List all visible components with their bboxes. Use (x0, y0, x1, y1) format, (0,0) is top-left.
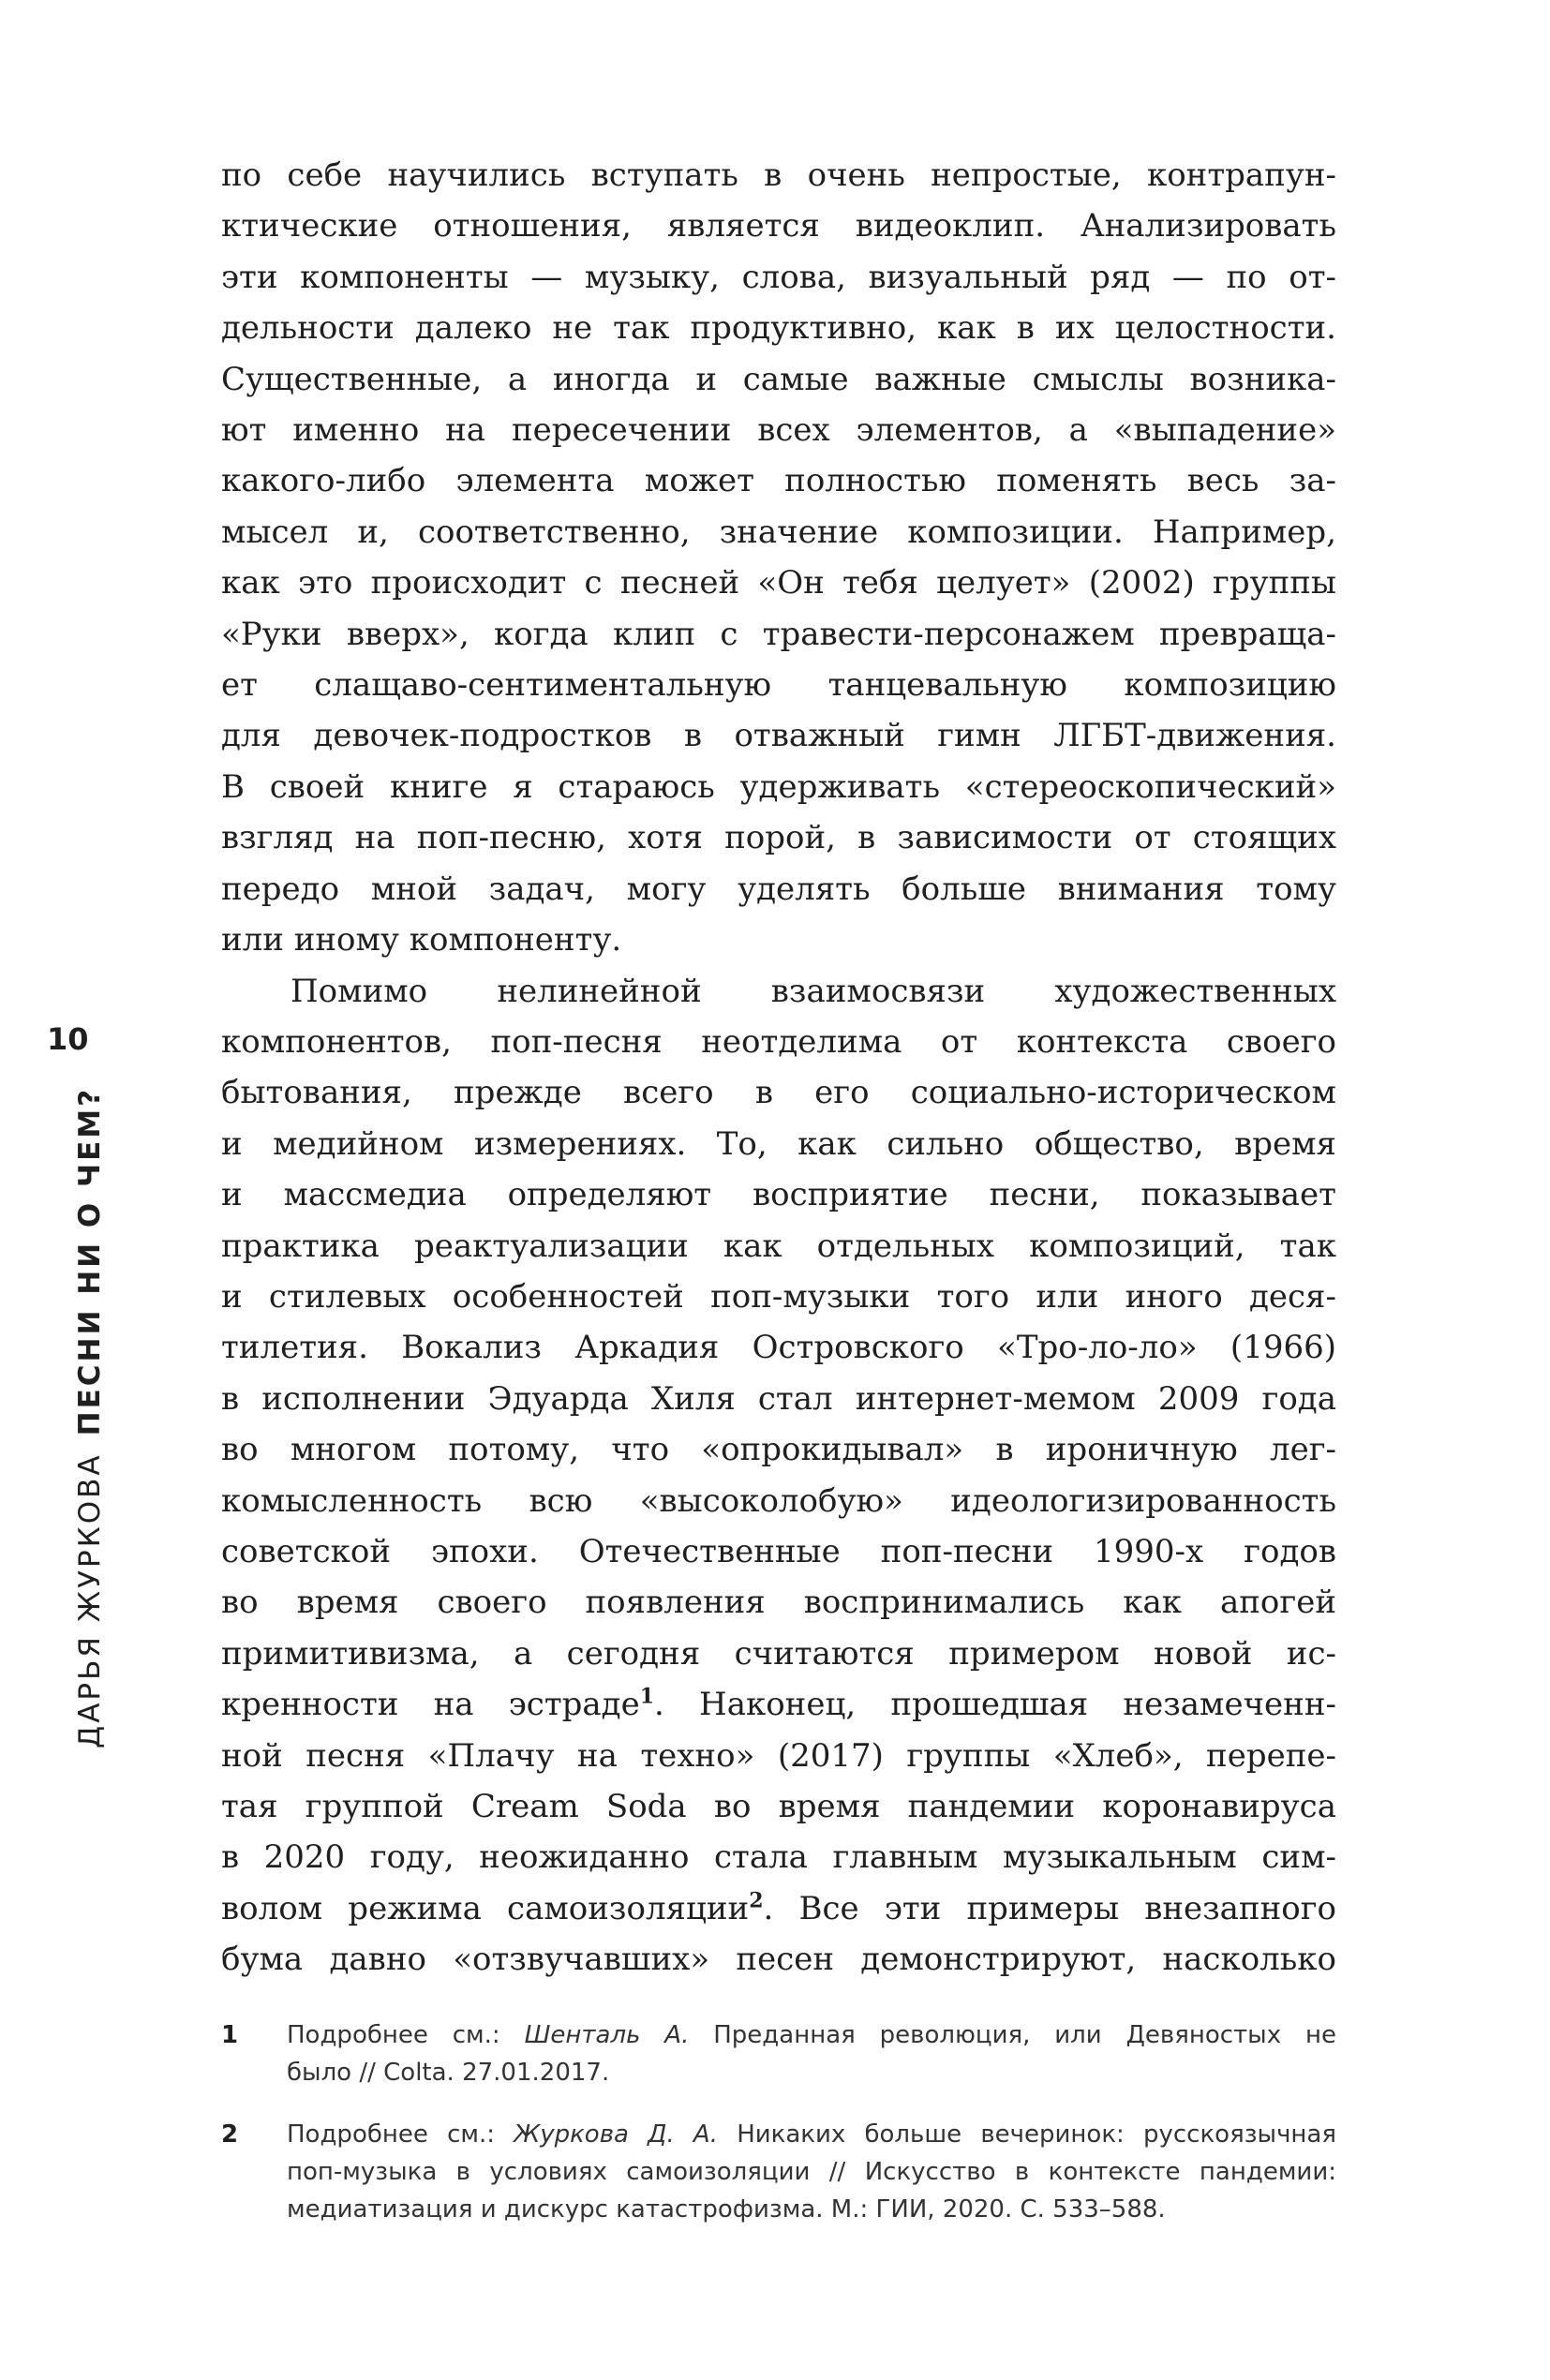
footnote-text: Никаких больше вечеринок: русскоязычная (718, 2120, 1336, 2149)
text-line-with-footnote (221, 1679, 1336, 1730)
footnote-text: Преданная революция, или Девяностых не (689, 2021, 1336, 2049)
footnote-author: Журкова Д. А. (514, 2120, 718, 2149)
text-line: эти компоненты — музыку, слова, визуальный ряд — по от- (221, 258, 1336, 296)
text-line: мысел и, соответственно, значение композиции. Например, (221, 513, 1336, 551)
paragraph-start-line: Помимо нелинейной взаимосвязи художественных (291, 972, 1336, 1010)
text-line: для девочек-подростков в отважный гимн ЛГБТ-движения. (221, 717, 1336, 755)
footnote-line: было // Colta. 27.01.2017. (287, 2059, 610, 2087)
text-line: передо мной задач, могу уделять больше внимания тому (221, 870, 1336, 908)
text-line: компонентов, поп-песня неотделима от контекста своего (221, 1022, 1336, 1061)
text-line: Существенные, а иногда и самые важные смыслы возника- (221, 360, 1336, 398)
text-line: дельности далеко не так продуктивно, как в их целостности. (221, 309, 1336, 348)
text-line: во многом потому, что «опрокидывал» в ироничную лег- (221, 1431, 1336, 1469)
text-line: в исполнении Эдуарда Хиля стал интернет-мемом 2009 года (221, 1379, 1336, 1418)
text-line: ной песня «Плачу на техно» (2017) группы «Хлеб», перепе- (221, 1736, 1336, 1775)
text-line: и массмедиа определяют восприятие песни, показывает (221, 1176, 1336, 1214)
running-head-title: ПЕСНИ НИ О ЧЕМ? (73, 1086, 107, 1436)
text-line: по себе научились вступать в очень непростые, контрапун- (221, 156, 1336, 194)
text-segment: . Все эти примеры внезапного (763, 1889, 1337, 1927)
page-number: 10 (47, 1021, 89, 1057)
text-line: какого-либо элемента может полностью поменять весь за- (221, 462, 1336, 500)
text-line: в 2020 году, неожиданно стала главным музыкальным сим- (221, 1838, 1336, 1877)
footnote-line (287, 2016, 1336, 2054)
text-line: бытования, прежде всего в его социально-историческом (221, 1074, 1336, 1112)
text-line: советской эпохи. Отечественные поп-песни 1990-х годов (221, 1532, 1336, 1570)
text-line: взгляд на поп-песню, хотя порой, в зависимости от стоящих (221, 819, 1336, 857)
text-line: ет слащаво-сентиментальную танцевальную композицию (221, 666, 1336, 705)
text-line: бума давно «отзвучавших» песен демонстрируют, насколько (221, 1941, 1336, 1979)
footnote-number: 1 (221, 2021, 239, 2049)
footnote-lead: Подробнее см.: (287, 2120, 514, 2149)
text-line: практика реактуализации как отдельных композиций, так (221, 1227, 1336, 1265)
text-line: ктические отношения, является видеоклип. Анализировать (221, 207, 1336, 245)
footnote-line (287, 2116, 1336, 2153)
footnotes (221, 2016, 1336, 2253)
main-text (221, 150, 1336, 1986)
footnote-lead: Подробнее см.: (287, 2021, 525, 2049)
running-head (73, 1087, 107, 1748)
text-segment: кренности на эстраде (221, 1686, 640, 1724)
text-line: или иному компоненту. (221, 921, 622, 959)
footnote (221, 2116, 1336, 2228)
text-line: и стилевых особенностей поп-музыки того или иного деся- (221, 1277, 1336, 1316)
text-line: В своей книге я стараюсь удерживать «стереоскопический» (221, 767, 1336, 806)
text-segment: волом режима самоизоляции (221, 1889, 750, 1927)
running-head-author: ДАРЬЯ ЖУРКОВА (73, 1452, 107, 1748)
footnote-line: медиатизация и дискурс катастрофизма. М.: ГИИ, 2020. С. 533–588. (287, 2195, 1166, 2224)
text-line: и медийном измерениях. То, как сильно общество, время (221, 1124, 1336, 1163)
footnote-author: Шенталь А. (524, 2021, 690, 2049)
text-line: как это происходит с песней «Он тебя целует» (2002) группы (221, 564, 1336, 602)
text-line: «Руки вверх», когда клип с травести-персонажем превраща- (221, 615, 1336, 653)
text-line: тая группой Cream Soda во время пандемии коронавируса (221, 1788, 1336, 1825)
footnote-number: 2 (221, 2120, 239, 2149)
text-line: тилетия. Вокализ Аркадия Островского «Тро-ло-ло» (1966) (221, 1329, 1336, 1367)
text-line: ют именно на пересечении всех элементов, а «выпадение» (221, 411, 1336, 450)
footnote-line: поп-музыка в условиях самоизоляции // Искусство в контексте пандемии: (287, 2158, 1336, 2186)
footnote (221, 2016, 1336, 2091)
footnote-ref: 2 (749, 1888, 764, 1913)
text-line-with-footnote (221, 1883, 1336, 1934)
text-line: во время своего появления воспринимались как апогей (221, 1584, 1336, 1622)
text-line: примитивизма, а сегодня считаются примером новой ис- (221, 1634, 1336, 1673)
text-line: комысленность всю «высоколобую» идеологизированность (221, 1481, 1336, 1520)
footnote-ref: 1 (639, 1684, 655, 1709)
text-segment: . Наконец, прошедшая незамеченн- (654, 1686, 1336, 1724)
